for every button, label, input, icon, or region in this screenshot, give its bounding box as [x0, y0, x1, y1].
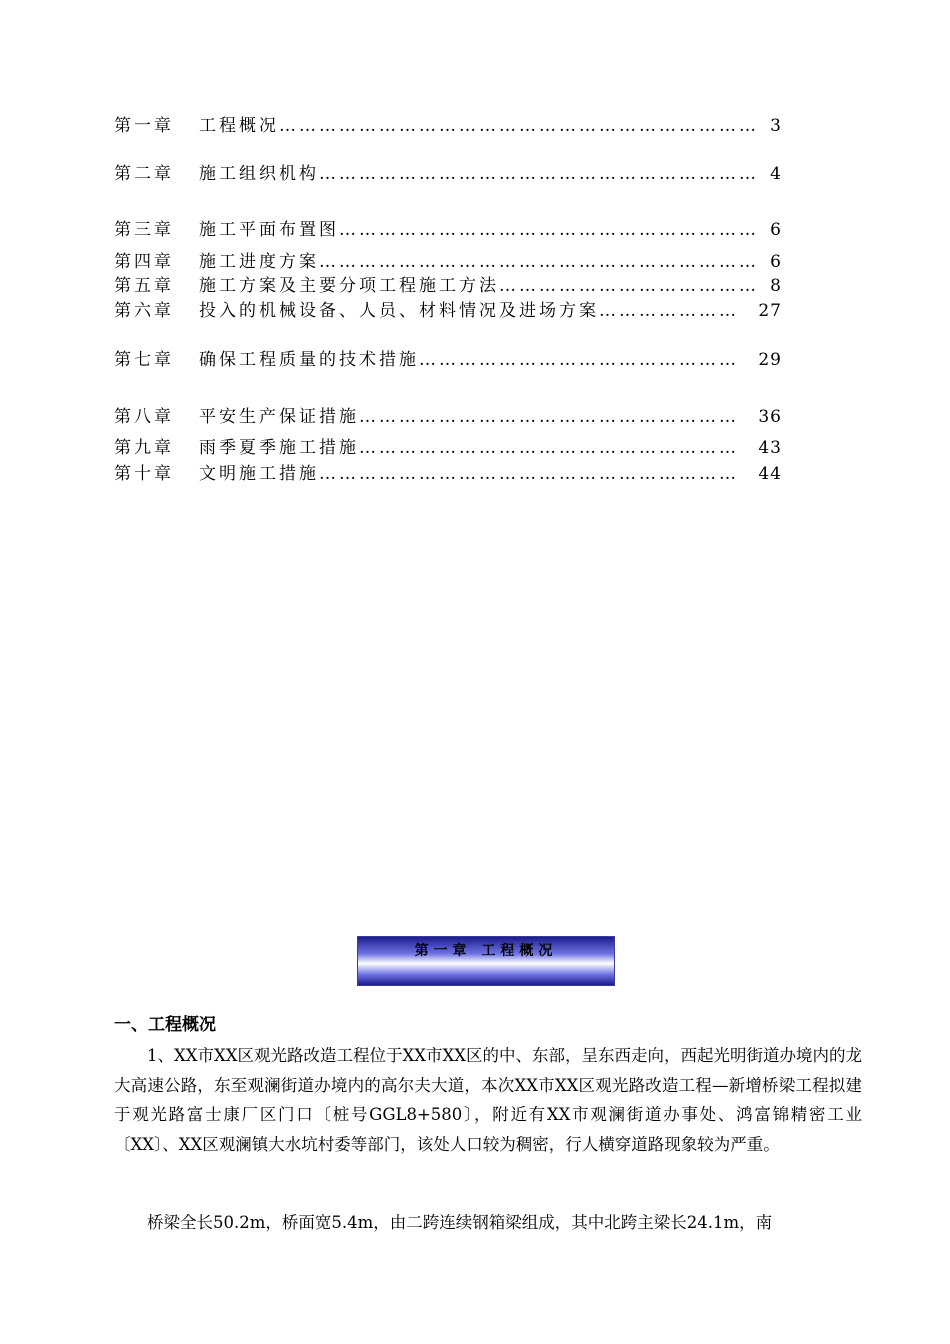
toc-title: 文明施工措施………………………………………………………: [199, 464, 739, 484]
toc-page-number: 6: [770, 252, 782, 272]
toc-row-6[interactable]: [114, 298, 782, 324]
toc-page-number: 6: [770, 220, 782, 240]
toc-title: 确保工程质量的技术措施…………………………………………: [199, 350, 739, 370]
toc-row-7[interactable]: [114, 347, 782, 373]
toc-chapter-label: 第二章: [114, 164, 174, 184]
toc-page-number: 36: [758, 407, 782, 427]
toc-row-5[interactable]: [114, 273, 782, 299]
toc-row-2[interactable]: [114, 161, 782, 187]
toc-page-number: 27: [758, 301, 782, 321]
toc-title: 工程概况………………………………………………………………: [199, 116, 759, 136]
toc-title: 施工进度方案…………………………………………………………: [199, 252, 759, 272]
toc-title: 平安生产保证措施…………………………………………………: [199, 407, 739, 427]
toc-title: 施工组织机构…………………………………………………………: [199, 164, 759, 184]
toc-chapter-label: 第十章: [114, 464, 174, 484]
toc-chapter-label: 第六章: [114, 301, 174, 321]
toc-row-8[interactable]: [114, 404, 782, 430]
toc-chapter-label: 第一章: [114, 116, 174, 136]
toc-row-4[interactable]: [114, 249, 782, 275]
toc-page-number: 29: [758, 350, 782, 370]
toc-row-9[interactable]: [114, 435, 782, 461]
toc-chapter-label: 第七章: [114, 350, 174, 370]
toc-title: 施工平面布置图………………………………………………………: [199, 220, 759, 240]
toc-title: 施工方案及主要分项工程施工方法…………………………………: [199, 276, 759, 296]
toc-row-10[interactable]: [114, 461, 782, 487]
body-paragraph: 桥梁全长50.2m，桥面宽5.4m，由二跨连续钢箱梁组成，其中北跨主梁长24.1m，南: [147, 1213, 773, 1232]
toc-page-number: 3: [770, 116, 782, 136]
toc-title: 投入的机械设备、人员、材料情况及进场方案…………………: [199, 301, 739, 321]
toc-chapter-label: 第九章: [114, 438, 174, 458]
toc-page-number: 4: [770, 164, 782, 184]
body-paragraph: 1、XX市XX区观光路改造工程位于XX市XX区的中、东部，呈东西走向，西起光明街道办境内的龙大高速公路，东至观澜街道办境内的高尔夫大道，本次XX市XX区观光路改造工程—新增桥梁工程拟建于观光路富士康厂区门口〔桩号GGL8+580〕，附近有XX市观澜街道办事处、鸿富锦精密工业〔XX〕、XX区观澜镇大水坑村委等部门，该处人口较为稠密，行人横穿道路现象较为严重。: [114, 1046, 862, 1154]
toc-page-number: 43: [758, 438, 782, 458]
toc-page-number: 8: [770, 276, 782, 296]
toc-page-number: 44: [758, 464, 782, 484]
toc-chapter-label: 第四章: [114, 252, 174, 272]
toc-chapter-label: 第五章: [114, 276, 174, 296]
section-heading: 一、工程概况: [114, 1015, 216, 1035]
toc-chapter-label: 第三章: [114, 220, 174, 240]
toc-title: 雨季夏季施工措施…………………………………………………: [199, 438, 739, 458]
toc-row-1[interactable]: [114, 113, 782, 139]
chapter-banner: 第一章 工程概况: [357, 936, 615, 986]
toc-row-3[interactable]: [114, 217, 782, 243]
toc-chapter-label: 第八章: [114, 407, 174, 427]
